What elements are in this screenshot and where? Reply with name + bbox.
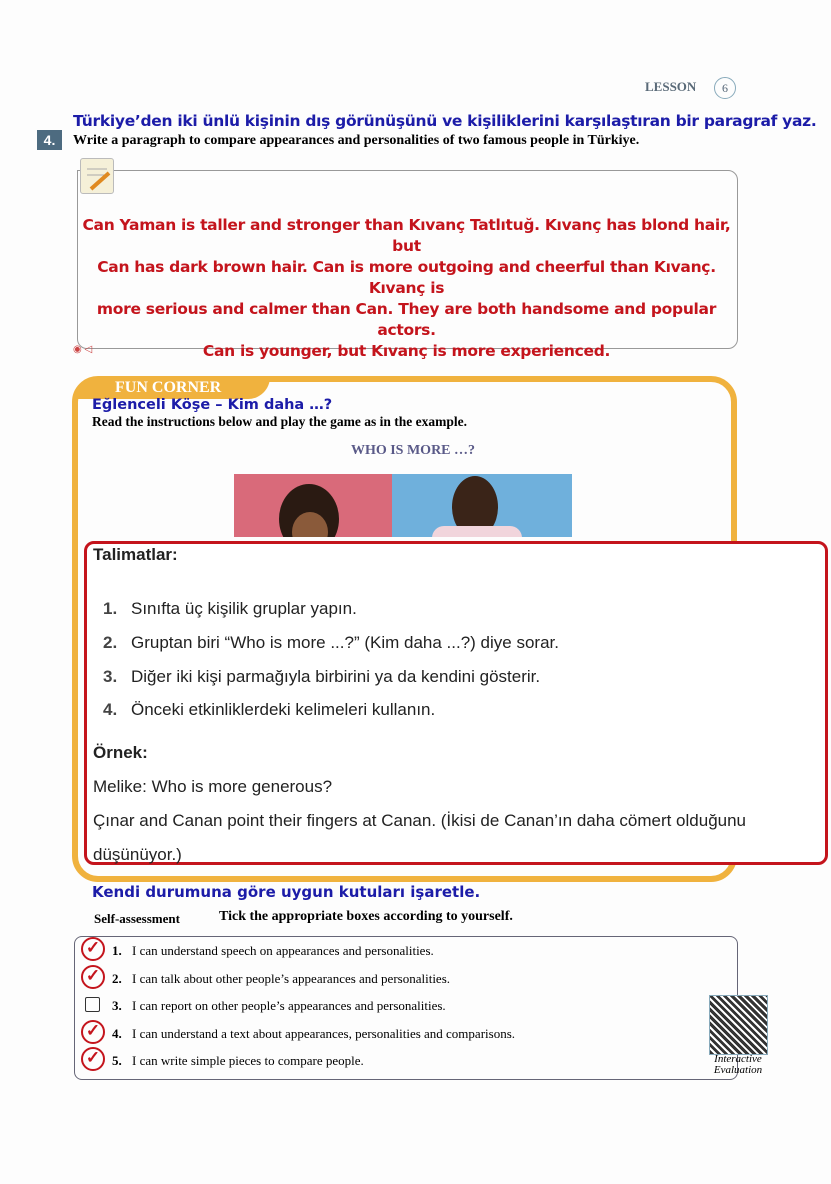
answer-paragraph: [77, 215, 736, 362]
item-text: I can talk about other people’s appearances and personalities.: [132, 971, 451, 986]
example-line: Melike: Who is more generous?: [93, 777, 333, 796]
checked-checkbox-icon[interactable]: ✓: [81, 1020, 105, 1044]
self-assessment-label: Self-assessment: [94, 911, 180, 926]
item-number: 5.: [112, 1053, 122, 1068]
fun-corner-tab: FUN CORNER: [75, 377, 270, 399]
task4-title-en: Write a paragraph to compare appearances and personalities of two famous people in Türkiye.: [73, 133, 640, 148]
item-number: 2.: [103, 633, 118, 652]
answer-line: more serious and calmer than Can. They are both handsome and popular actors.: [96, 300, 717, 339]
example-line: düşünüyor.): [93, 845, 182, 864]
checked-checkbox-icon[interactable]: ✓: [81, 965, 105, 989]
lesson-number: 6: [714, 77, 736, 99]
example-line: Çınar and Canan point their fingers at Canan. (İkisi de Canan’ın daha cömert olduğunu: [93, 811, 747, 830]
task4-title-tr: Türkiye’den iki ünlü kişinin dış görünüşünü ve kişiliklerini karşılaştıran bir paragraf yaz.: [73, 112, 817, 130]
instruction-item: Diğer iki kişi parmağıyla birbirini ya da kendini gösterir.: [131, 667, 541, 686]
item-number: 4.: [103, 700, 118, 719]
item-number: 1.: [112, 943, 122, 958]
photo-woman: [234, 474, 392, 537]
qr-label: [706, 1054, 770, 1076]
checked-checkbox-icon[interactable]: ✓: [81, 1047, 105, 1071]
fun-corner-instruction: Read the instructions below and play the game as in the example.: [92, 414, 468, 429]
item-number: 2.: [112, 971, 122, 986]
answer-line: Can has dark brown hair. Can is more outgoing and cheerful than Kıvanç. Kıvanç is: [97, 258, 716, 297]
self-assessment-instruction: Tick the appropriate boxes according to yourself.: [219, 909, 513, 924]
item-number: 3.: [112, 998, 122, 1013]
item-text: I can write simple pieces to compare people.: [132, 1053, 364, 1068]
self-assessment-list: [74, 936, 738, 1080]
item-text: I can understand a text about appearances, personalities and comparisons.: [132, 1026, 515, 1041]
game-title: WHO IS MORE …?: [350, 443, 476, 458]
instruction-item: Sınıfta üç kişilik gruplar yapın.: [131, 599, 357, 618]
task4-number-badge: 4.: [37, 130, 62, 150]
qr-code-icon[interactable]: [709, 995, 768, 1055]
checked-checkbox-icon[interactable]: ✓: [81, 937, 105, 961]
instruction-item: Gruptan biri “Who is more ...?” (Kim daha ...?) diye sorar.: [131, 633, 559, 652]
fun-corner-title: Eğlenceli Köşe – Kim daha …?: [92, 397, 333, 413]
example-heading: Örnek:: [93, 743, 148, 762]
pencil-notepad-icon: [80, 158, 114, 194]
instructions-heading: Talimatlar:: [93, 545, 178, 564]
self-assessment-title-tr: Kendi durumuna göre uygun kutuları işaretle.: [92, 883, 481, 901]
qr-label-line: Evaluation: [713, 1064, 763, 1076]
audio-controls-icon[interactable]: ◉ ◁: [73, 344, 93, 355]
item-number: 4.: [112, 1026, 122, 1041]
answer-line: Can is younger, but Kıvanç is more experienced.: [202, 342, 611, 360]
instructions-box: [84, 541, 828, 865]
unchecked-checkbox[interactable]: [85, 997, 100, 1012]
item-number: 3.: [103, 667, 118, 686]
item-number: 1.: [103, 599, 118, 618]
answer-line: Can Yaman is taller and stronger than Kıvanç Tatlıtuğ. Kıvanç has blond hair, but: [82, 216, 731, 255]
lesson-label: LESSON: [645, 79, 697, 94]
item-text: I can report on other people’s appearances and personalities.: [132, 998, 446, 1013]
qr-label-line: Interactive: [714, 1053, 762, 1065]
photo-man: [392, 474, 572, 537]
instruction-item: Önceki etkinliklerdeki kelimeleri kullanın.: [131, 700, 436, 719]
item-text: I can understand speech on appearances and personalities.: [132, 943, 434, 958]
